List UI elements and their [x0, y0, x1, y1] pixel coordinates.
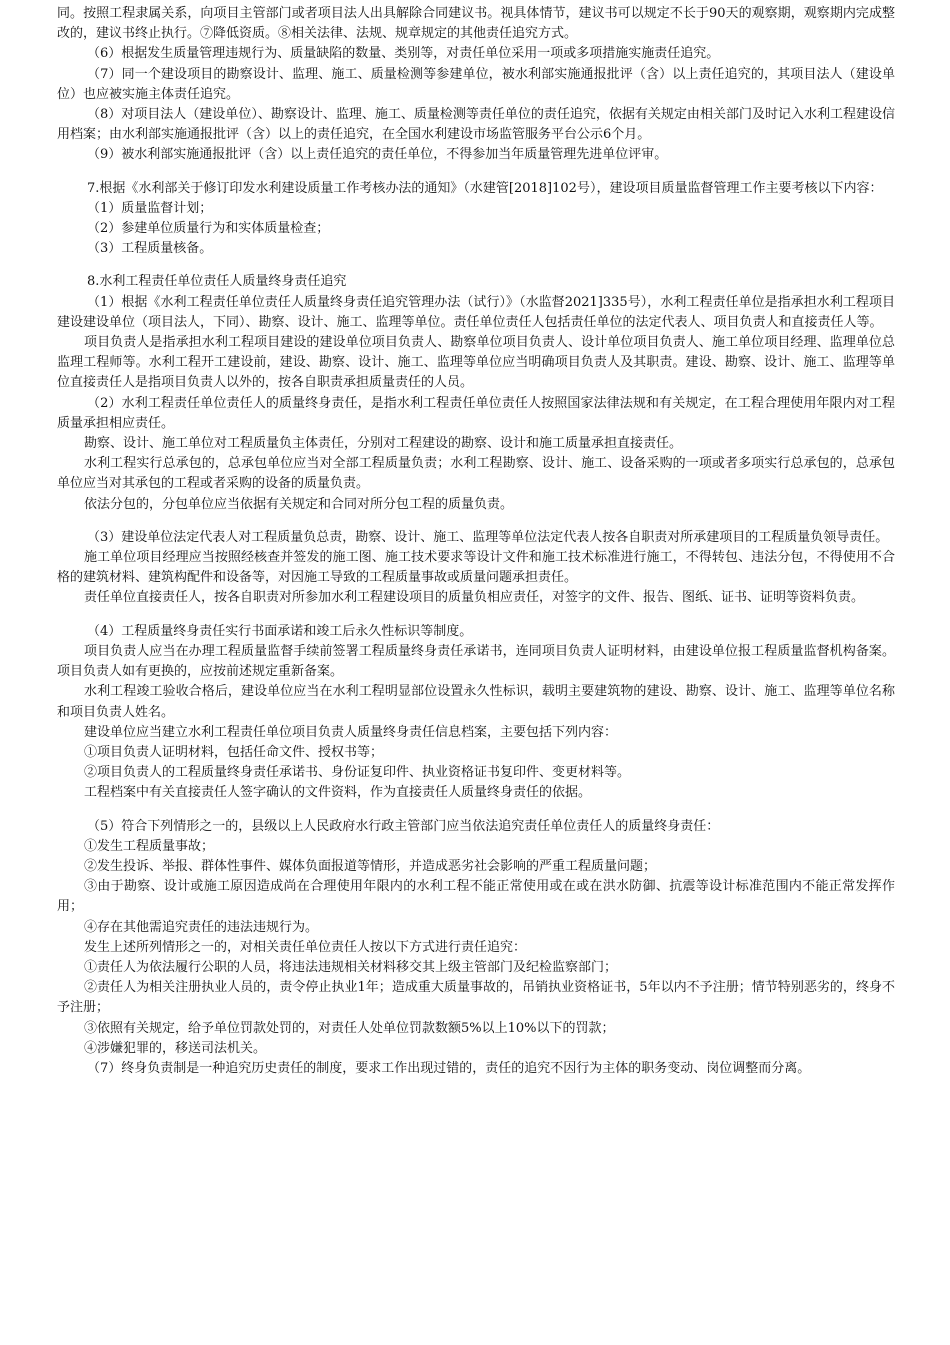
paragraph: （1）质量监督计划；: [87, 200, 213, 216]
paragraph: （7）终身负责制是一种追究历史责任的制度，要求工作出现过错的，责任的追究不因行为主体的职务变动、岗位调整而分离。: [87, 1060, 811, 1076]
paragraph-gap: [57, 804, 895, 817]
paragraph: ③依照有关规定，给予单位罚款处罚的，对责任人处单位罚款数额5%以上10%以下的罚款；: [84, 1020, 615, 1036]
paragraph: （8）对项目法人（建设单位）、勘察设计、监理、施工、质量检测等责任单位的责任追究，依据有关规定由相关部门及时记入水利工程建设信用档案；由水利部实施通报批评（含）以上的责任追究，在全国水利建设市场监管服务平台公示6个月。: [57, 107, 895, 143]
paragraph-gap: [57, 609, 895, 622]
paragraph: （2）参建单位质量行为和实体质量检查；: [87, 221, 330, 237]
paragraph: 水利工程竣工验收合格后，建设单位应当在水利工程明显部位设置永久性标识，载明主要建筑物的建设、勘察、设计、施工、监理等单位名称和项目负责人姓名。: [57, 684, 895, 720]
paragraph: ④存在其他需追究责任的违法违规行为。: [84, 919, 319, 935]
paragraph: ①发生工程质量事故；: [84, 838, 215, 854]
paragraph: （9）被水利部实施通报批评（含）以上责任追究的责任单位，不得参加当年质量管理先进单位评审。: [87, 147, 668, 163]
paragraph: 依法分包的，分包单位应当依据有关规定和合同对所分包工程的质量负责。: [84, 496, 514, 512]
paragraph: ④涉嫌犯罪的，移送司法机关。: [84, 1040, 267, 1056]
paragraph: 7.根据《水利部关于修订印发水利建设质量工作考核办法的通知》（水建管[2018]102号），建设项目质量监督管理工作主要考核以下内容：: [87, 180, 883, 196]
paragraph: 建设单位应当建立水利工程责任单位项目负责人质量终身责任信息档案，主要包括下列内容：: [84, 724, 618, 740]
paragraph: ①责任人为依法履行公职的人员，将违法违规相关材料移交其上级主管部门及纪检监察部门；: [84, 959, 618, 975]
paragraph: （1）根据《水利工程责任单位责任人质量终身责任追究管理办法（试行）》（水监督2021]335号），水利工程责任单位是指承担水利工程项目建设建设单位（项目法人，下同）、勘察、设计、施工、监理等单位。责任单位责任人包括责任单位的法定代表人、项目负责人和直接责任人等。: [57, 294, 895, 330]
paragraph: ①项目负责人证明材料，包括任命文件、授权书等；: [84, 744, 384, 760]
paragraph-gap: [57, 166, 895, 179]
paragraph-gap: [57, 515, 895, 528]
paragraph: ②责任人为相关注册执业人员的，责令停止执业1年；造成重大质量事故的，吊销执业资格证书，5年以内不予注册；情节特别恶劣的，终身不予注册；: [57, 980, 895, 1016]
paragraph: ②发生投诉、举报、群体性事件、媒体负面报道等情形，并造成恶劣社会影响的严重工程质量问题；: [84, 858, 657, 874]
paragraph: （3）工程质量核备。: [87, 241, 213, 257]
paragraph: ②项目负责人的工程质量终身责任承诺书、身份证复印件、执业资格证书复印件、变更材料等。: [84, 765, 631, 781]
paragraph: 发生上述所列情形之一的，对相关责任单位责任人按以下方式进行责任追究：: [84, 939, 527, 955]
paragraph: 同。按照工程隶属关系，向项目主管部门或者项目法人出具解除合同建议书。视具体情节，建议书可以规定不长于90天的观察期，观察期内完成整改的，建议书终止执行。⑦降低资质。⑧相关法律、法规、规章规定的其他责任追究方式。: [57, 6, 895, 42]
paragraph: 项目负责人是指承担水利工程项目建设的建设单位项目负责人、勘察单位项目负责人、设计单位项目负责人、施工单位项目经理、监理单位总监理工程师等。水利工程开工建设前，建设、勘察、设计、施工、监理等单位应当明确项目负责人及其职责。建设、勘察、设计、施工、监理等单位直接责任人是指项目负责人以外的，按各自职责承担质量责任的人员。: [57, 335, 895, 391]
paragraph: （4）工程质量终身责任实行书面承诺和竣工后永久性标识等制度。: [87, 623, 473, 639]
paragraph: 责任单位直接责任人，按各自职责对所参加水利工程建设项目的质量负相应责任，对签字的文件、报告、图纸、证书、证明等资料负责。: [84, 590, 865, 606]
paragraph-gap: [57, 259, 895, 272]
paragraph: 项目负责人应当在办理工程质量监督手续前签署工程质量终身责任承诺书，连同项目负责人证明材料，由建设单位报工程质量监督机构备案。项目负责人如有更换的，应按前述规定重新备案。: [57, 643, 895, 680]
paragraph: （5）符合下列情形之一的，县级以上人民政府水行政主管部门应当依法追究责任单位责任人的质量终身责任：: [87, 818, 720, 834]
paragraph: ③由于勘察、设计或施工原因造成尚在合理使用年限内的水利工程不能正常使用或在或在洪水防御、抗震等设计标准范围内不能正常发挥作用；: [57, 879, 895, 915]
paragraph: 水利工程实行总承包的，总承包单位应当对全部工程质量负责；水利工程勘察、设计、施工、设备采购的一项或者多项实行总承包的，总承包单位应当对其承包的工程或者采购的设备的质量负责。: [57, 456, 895, 492]
paragraph: 工程档案中有关直接责任人签字确认的文件资料，作为直接责任人质量终身责任的依据。: [84, 785, 592, 801]
paragraph: （3）建设单位法定代表人对工程质量负总责，勘察、设计、施工、监理等单位法定代表人按各自职责对所承建项目的工程质量负领导责任。: [87, 529, 889, 545]
paragraph: 勘察、设计、施工单位对工程质量负主体责任，分别对工程建设的勘察、设计和施工质量承担直接责任。: [84, 436, 683, 452]
paragraph: （6）根据发生质量管理违规行为、质量缺陷的数量、类别等，对责任单位采用一项或多项措施实施责任追究。: [87, 46, 720, 62]
paragraph: 施工单位项目经理应当按照经核查并签发的施工图、施工技术要求等设计文件和施工技术标准进行施工，不得转包、违法分包，不得使用不合格的建筑材料、建筑构配件和设备等，对因施工导致的工程质量事故或质量问题承担责任。: [57, 550, 895, 586]
paragraph: 8.水利工程责任单位责任人质量终身责任追究: [87, 274, 347, 290]
paragraph: （7）同一个建设项目的勘察设计、监理、施工、质量检测等参建单位，被水利部实施通报批评（含）以上责任追究的，其项目法人（建设单位）也应被实施主体责任追究。: [57, 66, 895, 102]
paragraph: （2）水利工程责任单位责任人的质量终身责任，是指水利工程责任单位责任人按照国家法律法规和有关规定，在工程合理使用年限内对工程质量承担相应责任。: [57, 395, 895, 431]
